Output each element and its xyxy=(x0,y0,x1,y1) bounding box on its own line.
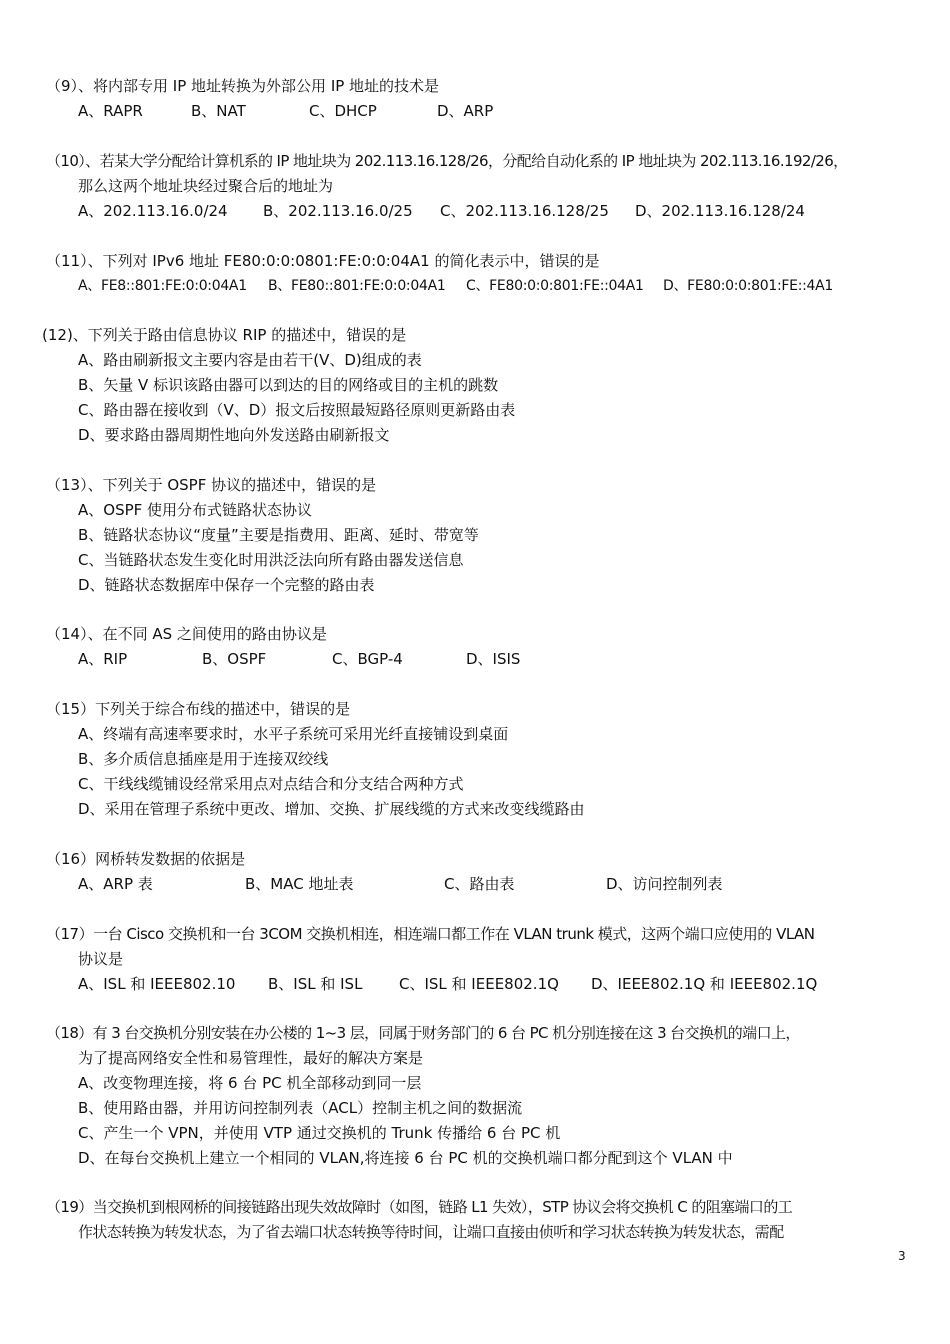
question-stem: （19）当交换机到根网桥的间接链路出现失效故障时（如图，链路 L1 失效），STP 协议会将交换机 C 的阻塞端口的工 xyxy=(46,1198,793,1216)
option-a: A、FE8::801:FE:0:0:04A1 xyxy=(78,278,247,294)
option-c: C、干线线缆铺设经常采用点对点结合和分支结合两种方式 xyxy=(78,775,464,793)
option-c: C、ISL 和 IEEE802.1Q xyxy=(399,975,559,993)
option-d: D、访问控制列表 xyxy=(606,875,723,893)
option-a: A、OSPF 使用分布式链路状态协议 xyxy=(78,501,313,519)
option-c: C、FE80:0:0:801:FE::04A1 xyxy=(466,278,644,294)
question-stem: （14）、在不同 AS 之间使用的路由协议是 xyxy=(46,625,327,643)
option-a: A、路由刷新报文主要内容是由若干(V、D)组成的表 xyxy=(78,351,422,369)
option-c: C、DHCP xyxy=(309,102,377,120)
option-b: B、OSPF xyxy=(202,650,267,668)
option-b: B、MAC 地址表 xyxy=(245,875,354,893)
question-stem-continued: 协议是 xyxy=(78,950,124,968)
option-b: B、链路状态协议“度量”主要是指费用、距离、延时、带宽等 xyxy=(78,526,479,544)
option-b: B、矢量 V 标识该路由器可以到达的目的网络或目的主机的跳数 xyxy=(78,376,499,394)
option-d: D、在每台交换机上建立一个相同的 VLAN,将连接 6 台 PC 机的交换机端口都分配到这个 VLAN 中 xyxy=(78,1149,733,1167)
option-row xyxy=(78,872,938,897)
option-c: C、路由表 xyxy=(444,875,515,893)
question-stem-continued: 那么这两个地址块经过聚合后的地址为 xyxy=(78,177,334,195)
option-c: C、202.113.16.128/25 xyxy=(440,202,609,220)
option-row xyxy=(78,274,938,299)
option-row xyxy=(78,972,938,997)
option-d: D、ARP xyxy=(437,102,494,120)
question-stem: （13）、下列关于 OSPF 协议的描述中，错误的是 xyxy=(46,476,377,494)
option-a: A、RAPR xyxy=(78,102,143,120)
option-c: C、BGP-4 xyxy=(332,650,403,668)
option-d: D、要求路由器周期性地向外发送路由刷新报文 xyxy=(78,426,390,444)
option-d: D、采用在管理子系统中更改、增加、交换、扩展线缆的方式来改变线缆路由 xyxy=(78,800,585,818)
question-stem-continued: 为了提高网络安全性和易管理性，最好的解决方案是 xyxy=(78,1049,424,1067)
option-row xyxy=(78,99,938,124)
option-d: D、FE80:0:0:801:FE::4A1 xyxy=(663,278,834,294)
option-row xyxy=(78,199,938,224)
option-row xyxy=(78,647,938,672)
option-b: B、NAT xyxy=(191,102,246,120)
option-d: D、链路状态数据库中保存一个完整的路由表 xyxy=(78,576,375,594)
question-stem: （18）有 3 台交换机分别安装在办公楼的 1~3 层，同属于财务部门的 6 台 PC 机分别连接在这 3 台交换机的端口上， xyxy=(46,1024,800,1042)
question-stem: (12)、下列关于路由信息协议 RIP 的描述中，错误的是 xyxy=(42,326,407,344)
question-stem: （10）、若某大学分配给计算机系的 IP 地址块为 202.113.16.128/26，分配给自动化系的 IP 地址块为 202.113.16.192/26， xyxy=(46,152,848,170)
question-stem: （15）下列关于综合布线的描述中，错误的是 xyxy=(46,700,351,718)
option-d: D、ISIS xyxy=(466,650,521,668)
option-d: D、IEEE802.1Q 和 IEEE802.1Q xyxy=(591,975,818,993)
option-a: A、ISL 和 IEEE802.10 xyxy=(78,975,236,993)
question-stem: （16）网桥转发数据的依据是 xyxy=(46,850,246,868)
option-d: D、202.113.16.128/24 xyxy=(635,202,805,220)
option-c: C、当链路状态发生变化时用洪泛法向所有路由器发送信息 xyxy=(78,551,464,569)
question-stem: （11）、下列对 IPv6 地址 FE80:0:0:0801:FE:0:0:04A1 的简化表示中，错误的是 xyxy=(46,252,600,270)
option-b: B、使用路由器，并用访问控制列表（ACL）控制主机之间的数据流 xyxy=(78,1099,523,1117)
question-stem: （17）一台 Cisco 交换机和一台 3COM 交换机相连，相连端口都工作在 VLAN trunk 模式，这两个端口应使用的 VLAN xyxy=(46,925,815,943)
option-c: C、路由器在接收到（V、D）报文后按照最短路径原则更新路由表 xyxy=(78,401,516,419)
page-number: 3 xyxy=(898,1249,906,1263)
option-a: A、RIP xyxy=(78,650,128,668)
option-b: B、ISL 和 ISL xyxy=(268,975,363,993)
option-b: B、FE80::801:FE:0:0:04A1 xyxy=(268,278,446,294)
option-a: A、终端有高速率要求时，水平子系统可采用光纤直接铺设到桌面 xyxy=(78,725,509,743)
option-b: B、多介质信息插座是用于连接双绞线 xyxy=(78,750,329,768)
option-b: B、202.113.16.0/25 xyxy=(263,202,413,220)
option-a: A、ARP 表 xyxy=(78,875,153,893)
option-c: C、产生一个 VPN，并使用 VTP 通过交换机的 Trunk 传播给 6 台 PC 机 xyxy=(78,1124,561,1142)
option-a: A、202.113.16.0/24 xyxy=(78,202,228,220)
question-stem: （9）、将内部专用 IP 地址转换为外部公用 IP 地址的技术是 xyxy=(46,77,440,95)
option-a: A、改变物理连接，将 6 台 PC 机全部移动到同一层 xyxy=(78,1074,422,1092)
question-stem-continued: 作状态转换为转发状态，为了省去端口状态转换等待时间，让端口直接由侦听和学习状态转换为转发状态，需配 xyxy=(78,1223,784,1241)
